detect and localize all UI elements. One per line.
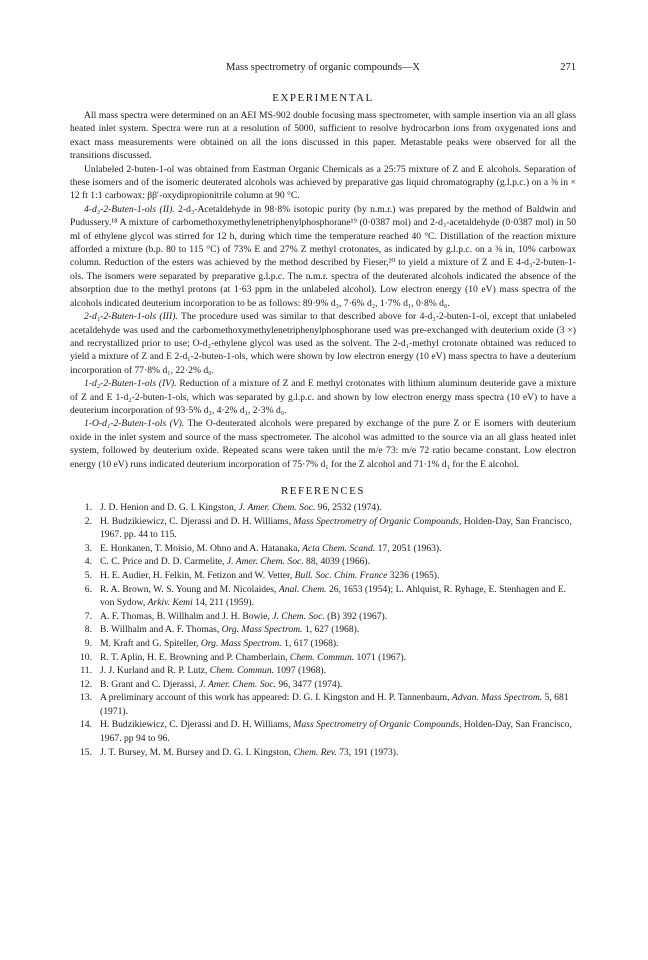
running-title: Mass spectrometry of organic compounds—X <box>225 62 421 73</box>
text-run: R. T. Aplin, H. E. Browning and P. Chamberlain, <box>100 651 290 663</box>
text-run: The O-deuterated alcohols were prepared by exchange of the pure Z or E isomers with deuterium oxide in the inlet system and source of the mass spectrometer. The alcohol was admitted to the source via an all glass heated inlet system, followed by deuterium oxide. Repeated scans were taken until the m/e 73: m/e 72 ratio became constant. Low electron energy (10 eV) runs indicated deuterium incorporation of 75·7% d₁ for the Z alcohol and 71·1% d₁ for the E alcohol. <box>70 418 576 470</box>
references-list <box>70 501 576 759</box>
text-run: B. Willhalm and A. F. Thomas, <box>100 624 222 636</box>
italic-text: 1-O-d₁-2-Buten-1-ols (V). <box>84 418 185 430</box>
reference-number: 10. <box>80 651 92 663</box>
text-run: E. Honkanen, T. Moisio, M. Ohno and A. Hatanaka, <box>100 542 303 554</box>
reference-text <box>100 610 576 624</box>
text-run: 96, 2532 (1974). <box>315 501 382 513</box>
reference-number: 9. <box>84 637 92 649</box>
reference-number: 11. <box>80 665 92 677</box>
experimental-paragraph <box>70 203 576 310</box>
reference-text <box>100 746 576 760</box>
italic-text: Chem. Commun. <box>289 651 355 663</box>
text-run: 5, 681 (1971). <box>100 692 569 717</box>
reference-text <box>100 637 576 651</box>
text-run: A. F. Thomas, B. Willhalm and J. H. Bowie, <box>100 610 273 622</box>
italic-text: J. Chem. Soc. <box>272 610 325 622</box>
page <box>70 62 576 759</box>
reference-text <box>100 555 576 569</box>
running-head <box>70 62 576 78</box>
italic-text: Org. Mass Spectrom. <box>200 637 282 649</box>
reference-item <box>70 623 576 637</box>
page-number: 271 <box>560 62 576 73</box>
reference-text <box>100 623 576 637</box>
italic-text: Chem. Commun. <box>209 665 275 677</box>
reference-number: 2. <box>84 515 92 527</box>
references-heading: REFERENCES <box>280 484 366 497</box>
text-run: , Holden-Day, San Francisco, 1967. pp 94 to 96. <box>100 719 572 745</box>
text-run: 2-d₃-Acetaldehyde in 98·8% isotopic purity (by n.m.r.) was prepared by the method of Baldwin and Pudussery.¹⁸ A mixture of carbomethoxymethylenetriphenylphosphorane¹⁹ (0·0387 mol) and 2-d₃-acetaldehyde (0·0387 mol) in 50 ml of ethylene glycol was stirred for 12 h, during which time the temperature reached 40 °C. Distillation of the reaction mixture afforded a mixture (b.p. 80 to 115 °C) of 73% E and 27% Z methyl crotonates, as indicated by g.l.p.c. on a ⅜ in, 10% carbowax column. Reduction of the esters was achieved by the method described by Fieser,²⁰ to yield a mixture of Z and E 4-d₃-2-buten-1-ols. The isomers were separated by preparative g.l.p.c. The n.m.r. spectra of the deuterated alcohols indicated the absence of the absorption due to the methyl protons (at 1·63 ppm in the unlabeled alcohol). Low electron energy (10 eV) mass spectra of the alcohols indicated deuterium incorporation to be as follows: 89·9% d₃, 7·6% d₂, 1·7% d₁, 0·8% d₀. <box>70 203 576 309</box>
italic-text: J. Amer. Chem. Soc. <box>238 501 316 513</box>
text-run: C. C. Price and D. D. Carmelite, <box>100 556 227 568</box>
text-run: All mass spectra were determined on an AEI MS-902 double focusing mass spectrometer, with sample insertion via an all glass heated inlet system. Spectra were run at a resolution of 5000, sufficient to resolve hydrocarbon ions from oxygenated ions and exact mass measurements were obtained on all the ions discussed in this paper. Metastable peaks were observed for all the transitions discussed. <box>70 110 576 162</box>
reference-item <box>70 542 576 556</box>
reference-number: 4. <box>84 556 92 568</box>
text-run: M. Kraft and G. Spiteller, <box>100 637 201 649</box>
reference-number: 1. <box>84 501 92 513</box>
reference-item <box>70 501 576 515</box>
reference-number: 12. <box>80 678 92 690</box>
text-run: B. Grant and C. Djerassi, <box>100 678 200 690</box>
reference-item <box>70 569 576 583</box>
italic-text: 1-d₂-2-Buten-1-ols (IV). <box>84 378 177 390</box>
text-run: , Holden-Day, San Francisco, 1967. pp. 44 to 115. <box>100 515 572 541</box>
reference-text <box>100 583 576 610</box>
reference-text <box>100 691 576 718</box>
italic-text: Chem. Rev. <box>293 746 337 758</box>
reference-item <box>70 651 576 665</box>
reference-item <box>70 583 576 610</box>
reference-text <box>100 678 576 692</box>
reference-text <box>100 542 576 556</box>
reference-number: 3. <box>84 542 92 554</box>
italic-text: J. Amer. Chem. Soc. <box>199 678 276 690</box>
experimental-section <box>70 109 576 471</box>
text-run: 17, 2051 (1963). <box>375 542 442 554</box>
text-run: 1097 (1968). <box>274 665 326 677</box>
text-run: The procedure used was similar to that described above for 4-d₃-2-buten-1-ol, except that unlabeled acetaldehyde was used and the carbomethoxymethylenetriphenylphosphorane used was pre-exchanged with deuterium oxide (3 ×) and recrystallized prior to use; O-d₂-ethylene glycol was used as the solvent. The 2-d₁-methyl crotonate obtained was reduced to yield a mixture of Z and E 2-d₁-2-buten-1-ols, which were shown by low electron energy (10 eV) mass spectra to have a deuterium incorporation of 77·8% d₁, 22·2% d₀. <box>70 311 576 376</box>
reference-number: 14. <box>80 719 92 731</box>
text-run: 1, 617 (1968). <box>281 637 339 649</box>
text-run: H. Budzikiewicz, C. Djerassi and D. H. Williams, <box>100 719 294 731</box>
experimental-paragraph <box>70 163 576 203</box>
text-run: 26, 1653 (1954); L. Ahlquist, R. Ryhage, E. Stenhagen and E. von Sydow, <box>100 583 566 609</box>
reference-number: 15. <box>80 746 92 758</box>
reference-item <box>70 610 576 624</box>
reference-number: 5. <box>84 569 92 581</box>
text-run: 1, 627 (1968). <box>302 624 360 636</box>
text-run: 73, 191 (1973). <box>336 746 399 758</box>
italic-text: 2-d₁-2-Buten-1-ols (III). <box>84 311 178 323</box>
text-run: H. E. Audier, H. Felkin, M. Fetizon and W. Vetter, <box>100 569 295 581</box>
reference-item <box>70 515 576 542</box>
reference-item <box>70 637 576 651</box>
reference-item <box>70 718 576 745</box>
italic-text: Acta Chem. Scand. <box>302 542 376 554</box>
reference-item <box>70 678 576 692</box>
text-run: J. D. Henion and D. G. I. Kingston, <box>100 501 239 513</box>
italic-text: Anal. Chem. <box>278 583 327 595</box>
reference-text <box>100 718 576 745</box>
text-run: 1071 (1967). <box>354 651 407 663</box>
reference-number: 13. <box>80 692 92 704</box>
reference-item <box>70 746 576 760</box>
italic-text: Advan. Mass Spectrom. <box>451 692 543 704</box>
text-run: 14, 211 (1959). <box>192 597 254 609</box>
reference-item <box>70 555 576 569</box>
text-run: Reduction of a mixture of Z and E methyl crotonates with lithium aluminum deuteride gave a mixture of Z and E 1-d₂-2-buten-1-ols, which was separated by g.l.p.c. and shown by low electron energy mass spectra (10 eV) to have a deuterium incorporation of 93·5% d₂, 4·2% d₁, 2·3% d₀. <box>70 378 576 416</box>
italic-text: 4-d₃-2-Buten-1-ols (II). <box>84 203 175 215</box>
reference-text <box>100 651 576 665</box>
reference-number: 7. <box>84 610 92 622</box>
text-run: 3236 (1965). <box>387 569 440 581</box>
reference-text <box>100 501 576 515</box>
text-run: R. A. Brown, W. S. Young and M. Nicolaides, <box>100 583 279 595</box>
reference-text <box>100 664 576 678</box>
experimental-paragraph <box>70 109 576 163</box>
experimental-paragraph <box>70 417 576 471</box>
experimental-paragraph <box>70 377 576 417</box>
reference-item <box>70 664 576 678</box>
text-run: Unlabeled 2-buten-1-ol was obtained from Eastman Organic Chemicals as a 25:75 mixture of Z and E alcohols. Separation of these isomers and of the isomeric deuterated alcohols was achieved by preparative gas liquid chromatography (g.l.p.c.) on a ⅜ in × 12 ft 1:1 carbowax: ββ′-oxydipropionitrile column at 90 °C. <box>70 163 576 202</box>
italic-text: J. Amer. Chem. Soc. <box>226 556 304 568</box>
experimental-heading: EXPERIMENTAL <box>272 92 374 104</box>
reference-number: 8. <box>84 624 92 636</box>
italic-text: Arkiv. Kemi <box>147 597 193 609</box>
reference-item <box>70 691 576 718</box>
reference-text <box>100 569 576 583</box>
text-run: J. T. Bursey, M. M. Bursey and D. G. I. Kingston, <box>100 746 294 758</box>
text-run: 88, 4039 (1966). <box>303 556 371 568</box>
text-run: A preliminary account of this work has appeared: D. G. I. Kingston and H. P. Tannenbaum, <box>100 692 452 704</box>
experimental-paragraph <box>70 310 576 377</box>
reference-number: 6. <box>84 583 92 595</box>
text-run: H. Budzikiewicz, C. Djerassi and D. H. Williams, <box>100 515 294 527</box>
italic-text: Mass Spectrometry of Organic Compounds <box>293 719 459 731</box>
text-run: (B) 392 (1967). <box>324 610 388 622</box>
text-run: 96, 3477 (1974). <box>275 678 343 690</box>
italic-text: Bull. Soc. Chim. France <box>294 569 388 581</box>
italic-text: Mass Spectrometry of Organic Compounds <box>293 515 459 527</box>
text-run: J. J. Kurland and R. P. Lutz, <box>100 665 210 677</box>
reference-text <box>100 515 576 542</box>
italic-text: Org. Mass Spectrom. <box>221 624 303 636</box>
